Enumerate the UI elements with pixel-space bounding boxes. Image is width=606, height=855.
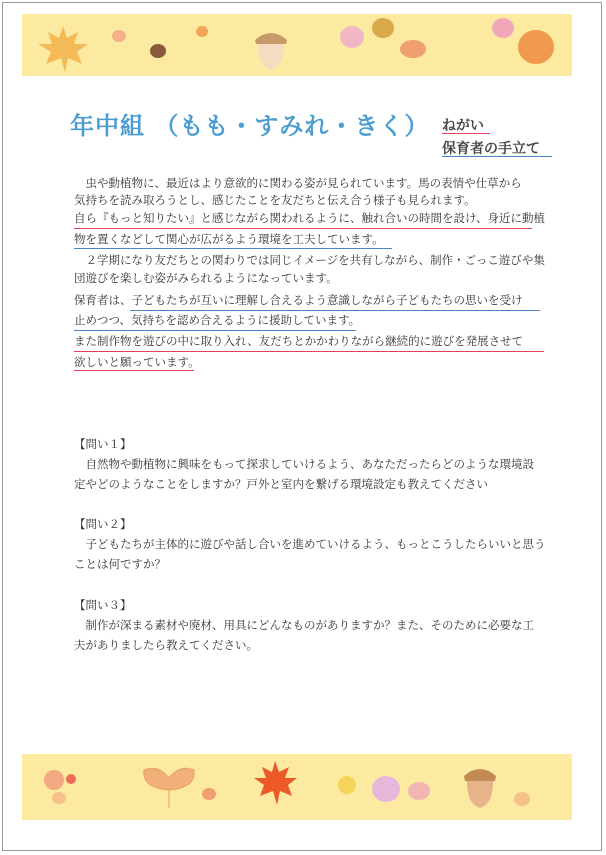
question-2-line: ことは何ですか？: [74, 557, 166, 571]
teate-underline: [74, 248, 392, 249]
body-line: 気持ちを読み取ろうとし、感じたことを友だちと伝え合う様子も見られます。: [74, 193, 476, 207]
berry-icon: [372, 776, 400, 802]
acorn-icon: [250, 22, 292, 72]
body-line: 虫や動植物に、最近はより意欲的に関わる姿が見られています。馬の表情や仕草から: [74, 176, 522, 190]
nut-icon: [400, 40, 426, 58]
acorn-icon: [460, 760, 500, 810]
page-title: 年中組 （もも・すみれ・きく）: [70, 112, 430, 140]
question-1-line: 自然物や動植物に興味をもって探求していけるよう、あなただったらどのような環境設: [74, 457, 534, 471]
berry-icon: [52, 792, 66, 804]
berry-icon: [112, 30, 126, 42]
nut-icon: [372, 18, 394, 38]
nut-icon: [518, 30, 554, 64]
body-line: 団遊びを楽しむ姿がみられるようになっています。: [74, 271, 338, 285]
tag-teate-underline: [442, 156, 552, 157]
body-line: 物を置くなどして関心が広がるよう環境を工夫しています。: [74, 232, 384, 246]
seed-icon: [202, 788, 216, 800]
body-line: また制作物を遊びの中に取り入れ、友だちとかかわりながら継続的に遊びを発展させて: [74, 334, 524, 348]
body-line: 欲しいと願っています。: [74, 355, 200, 369]
body-line: 止めつつ、気持ちを認め合えるように援助しています。: [74, 313, 361, 327]
berry-icon: [340, 26, 364, 48]
berry-icon: [196, 26, 208, 37]
question-1-heading: 【問い１】: [74, 437, 132, 451]
maple-leaf-icon: [250, 758, 300, 810]
berry-icon: [66, 774, 76, 784]
question-2-heading: 【問い２】: [74, 517, 132, 531]
body-line: 自ら『もっと知りたい』と感じながら関われるように、触れ合いの時間を設け、身近に動植: [74, 211, 546, 225]
negai-underline: [74, 228, 532, 229]
tag-teate: 保育者の手立て: [442, 141, 540, 157]
question-2-line: 子どもたちが主体的に遊びや話し合いを進めていけるよう、もっとこうしたらいいと思う: [74, 537, 546, 551]
question-3-line: 制作が深まる素材や廃材、用具にどんなものがありますか？また、そのために必要な工: [74, 618, 534, 632]
negai-underline: [74, 370, 194, 371]
berry-icon: [492, 18, 514, 38]
teate-underline: [74, 330, 356, 331]
teate-underline: [130, 310, 540, 311]
top-decor-band: [22, 14, 572, 76]
question-1-line: 定やどのようなことをしますか？戸外と室内を繋げる環境設定も教えてください: [74, 477, 488, 491]
maple-leaf-icon: [34, 22, 92, 76]
question-3-heading: 【問い３】: [74, 598, 132, 612]
body-line: 保育者は、子どもたちが互いに理解し合えるよう意識しながら子どもたちの思いを受け: [74, 293, 523, 307]
question-3-line: 夫がありましたら教えてください。: [74, 638, 258, 652]
seed-icon: [150, 44, 166, 58]
berry-icon: [44, 770, 64, 790]
ginkgo-leaf-icon: [138, 760, 200, 812]
tag-negai-underline: [442, 133, 490, 134]
berry-icon: [408, 782, 430, 800]
tag-negai: ねがい: [442, 118, 484, 134]
nut-icon: [338, 776, 356, 794]
seed-icon: [514, 792, 530, 806]
body-line: ２学期になり友だちとの関わりでは同じイメージを共有しながら、制作・ごっこ遊びや集: [74, 253, 545, 267]
negai-underline: [74, 351, 544, 352]
